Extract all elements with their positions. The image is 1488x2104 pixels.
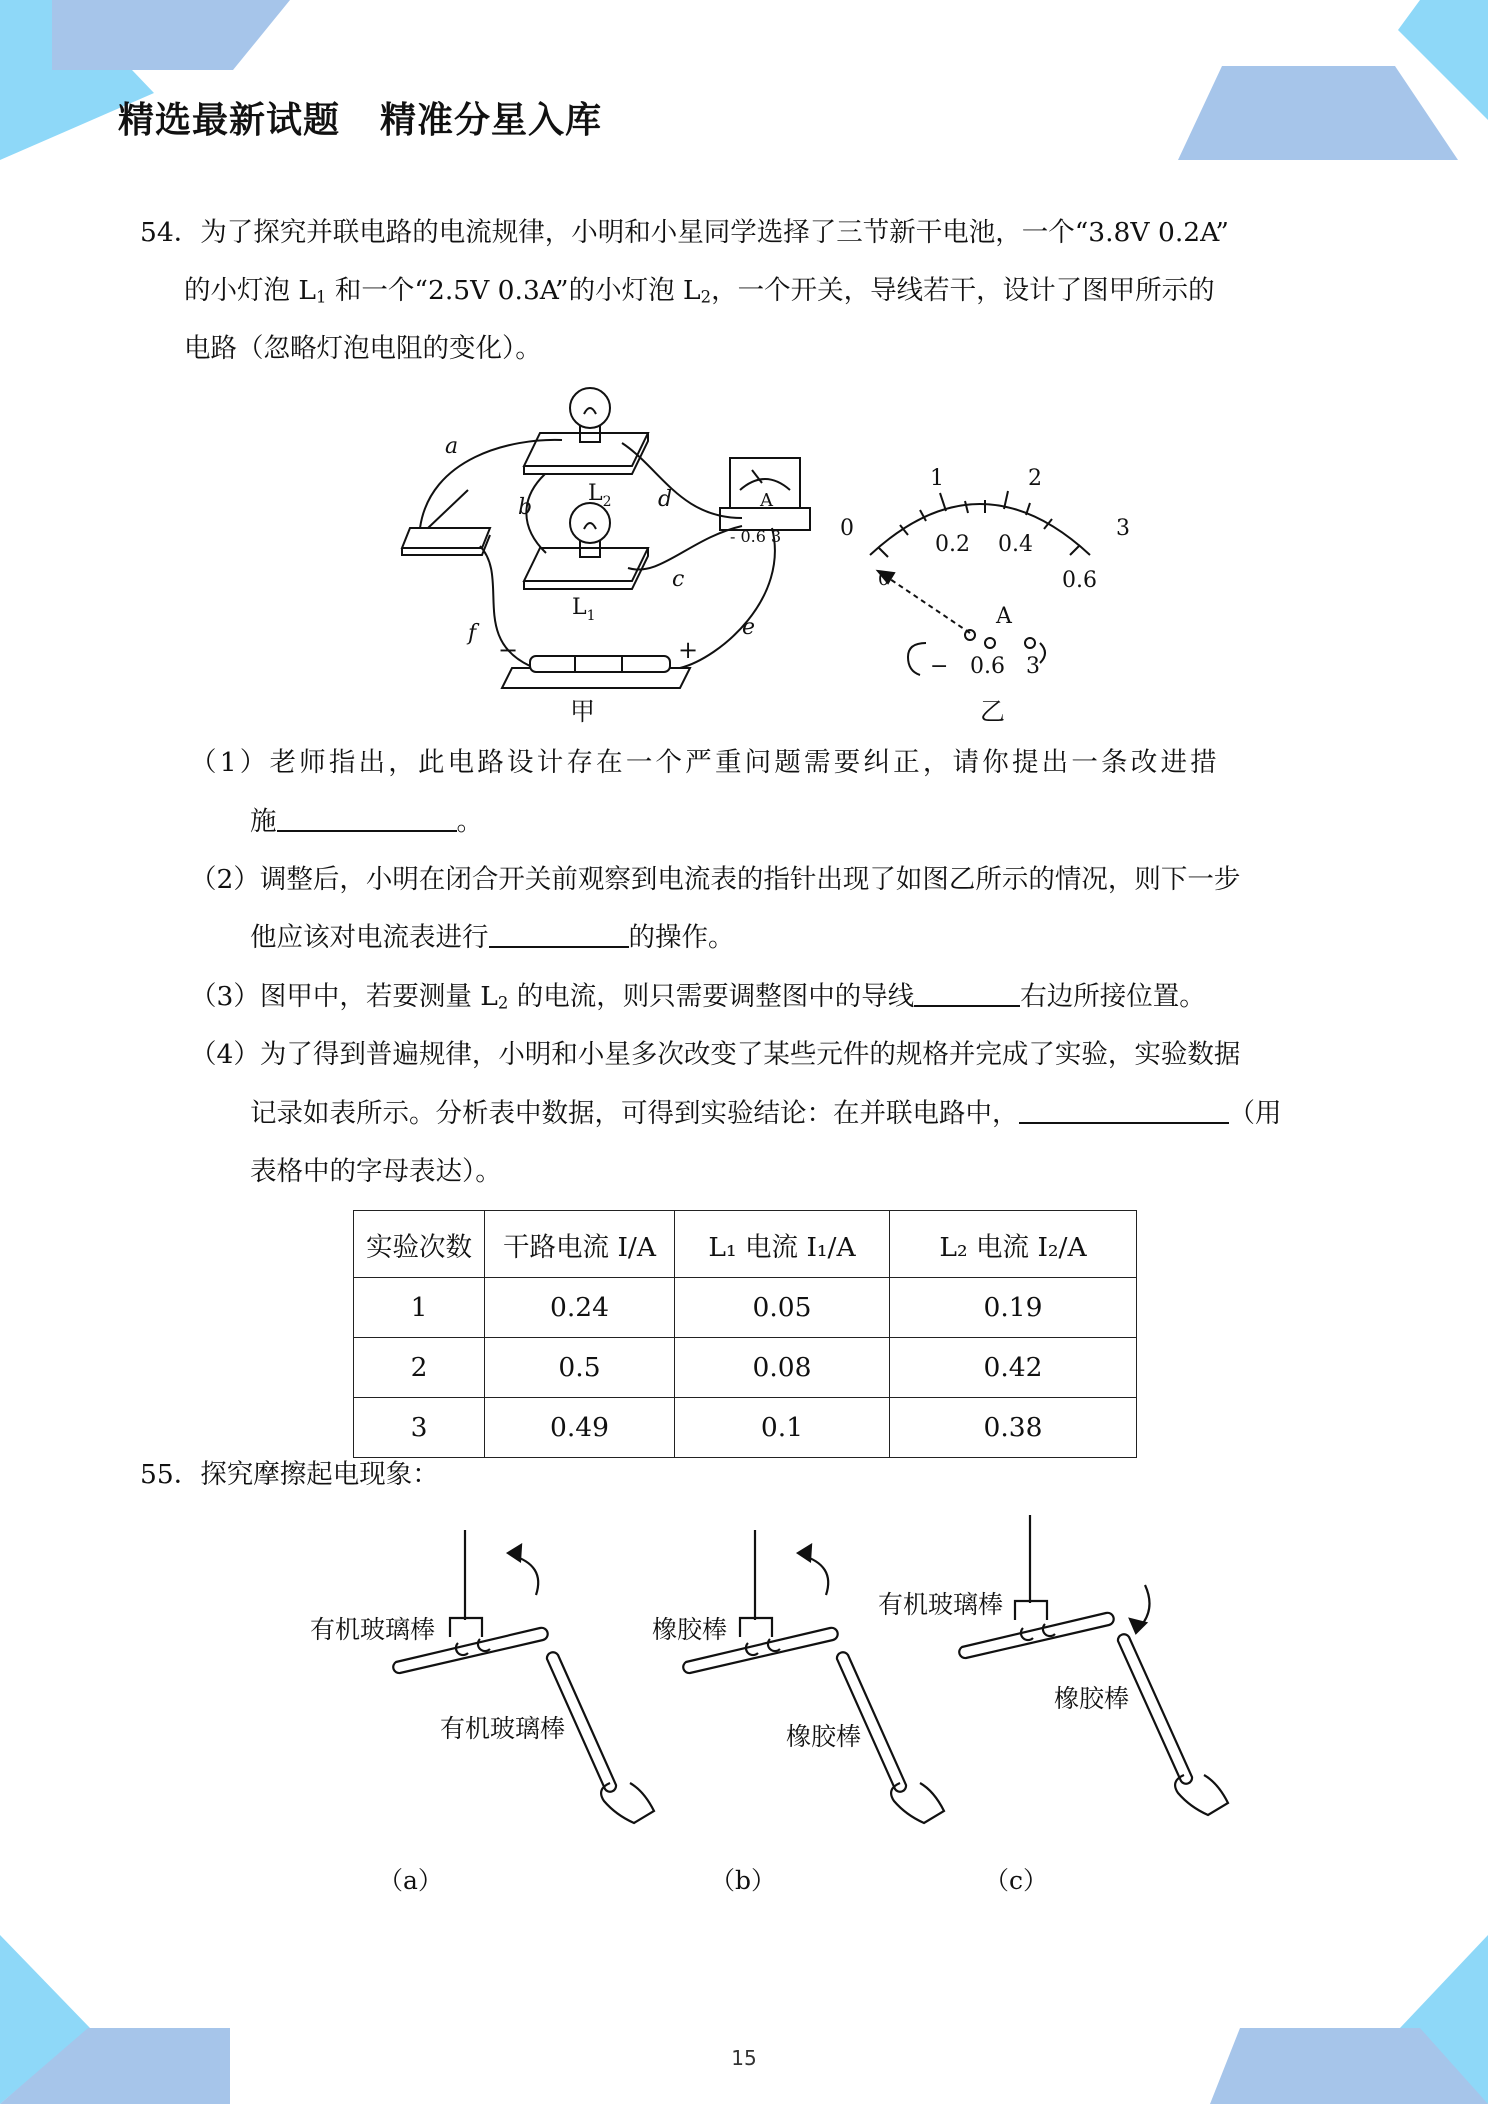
- q54-line3: 电路（忽略灯泡电阻的变化）。: [184, 333, 542, 364]
- figure-caption-yi: 乙: [980, 697, 1006, 726]
- q54-sub2-suffix: 的操作。: [628, 922, 735, 953]
- dial-top-0: 0: [840, 516, 854, 541]
- table-cell: 0.42: [890, 1338, 1137, 1398]
- label-a-held: 有机玻璃棒: [440, 1714, 566, 1743]
- table-cell: 0.05: [675, 1278, 890, 1338]
- table-cell: 2: [354, 1338, 485, 1398]
- table-header-cell: 干路电流 I/A: [485, 1211, 675, 1278]
- wire-label-a: a: [445, 434, 459, 459]
- table-cell: 0.49: [485, 1398, 675, 1458]
- table-cell: 0.08: [675, 1338, 890, 1398]
- table-header-cell: L₂ 电流 I₂/A: [890, 1211, 1137, 1278]
- caption-b: （b）: [710, 1866, 777, 1895]
- answer-blank-4[interactable]: [1019, 1096, 1229, 1124]
- label-c-held: 橡胶棒: [1054, 1684, 1130, 1713]
- table-cell: 0.24: [485, 1278, 675, 1338]
- table-cell: 3: [354, 1398, 485, 1458]
- header-title-left: 精选最新试题: [118, 100, 341, 141]
- q54-sub3-b: 的电流，则只需要调整图中的导线: [508, 981, 915, 1012]
- battery-minus: −: [498, 636, 519, 664]
- table-row: [354, 1338, 1137, 1398]
- table-row: [354, 1278, 1137, 1338]
- wire-label-e: e: [742, 615, 756, 640]
- battery-plus: +: [678, 636, 699, 664]
- answer-blank-1[interactable]: [277, 804, 457, 832]
- q54-sub3-sub: 2: [497, 993, 509, 1013]
- ammeter-letter: A: [760, 490, 773, 511]
- q54-sub1-line1: （1）老师指出，此电路设计存在一个严重问题需要纠正，请你提出一条改进措: [190, 747, 1220, 778]
- circuit-figure: [390, 378, 820, 728]
- q54-sub4-line3: 表格中的字母表达）。: [250, 1156, 502, 1187]
- data-table: [353, 1210, 1137, 1458]
- table-cell: 1: [354, 1278, 485, 1338]
- q54-sub1-line2: [250, 793, 483, 851]
- q54-line2-sub1: 1: [316, 287, 327, 307]
- dial-top-2: 2: [1028, 466, 1042, 491]
- header-title-right: 精准分星入库: [380, 100, 603, 141]
- q55-title: 55．探究摩擦起电现象：: [140, 1459, 439, 1490]
- label-b-held: 橡胶棒: [786, 1722, 862, 1751]
- q54-sub4-prefix: 记录如表所示。分析表中数据，可得到实验结论：在并联电路中，: [250, 1098, 1019, 1129]
- page-number: 15: [731, 2046, 757, 2070]
- dial-zero-small: 0: [878, 569, 890, 590]
- q54-sub4-suffix: （用: [1228, 1098, 1282, 1129]
- wire-label-d: d: [658, 487, 673, 512]
- table-cell: 0.5: [485, 1338, 675, 1398]
- bulb-label-l2: $L_2$: [588, 481, 612, 510]
- q54-sub2-prefix: 他应该对电流表进行: [250, 922, 489, 953]
- dial-bottom-02: 0.2: [935, 532, 970, 557]
- table-row: [354, 1398, 1137, 1458]
- bulb-label-l1: $L_1$: [572, 595, 596, 624]
- table-cell: 0.19: [890, 1278, 1137, 1338]
- q54-sub4-line1: （4）为了得到普遍规律，小明和小星多次改变了某些元件的规格并完成了实验，实验数据: [190, 1039, 1241, 1070]
- table-cell: 0.1: [675, 1398, 890, 1458]
- q54-sub2-line2: [250, 909, 735, 967]
- dial-terminal-minus: −: [930, 654, 949, 679]
- label-c-hanging: 有机玻璃棒: [878, 1590, 1004, 1619]
- answer-blank-2[interactable]: [489, 920, 629, 948]
- dial-terminal-3: 3: [1026, 654, 1040, 679]
- q54-sub3-c: 右边所接位置。: [1020, 981, 1206, 1012]
- table-cell: 0.38: [890, 1398, 1137, 1458]
- q54-sub2-line1: （2）调整后，小明在闭合开关前观察到电流表的指针出现了如图乙所示的情况，则下一步: [190, 864, 1241, 895]
- wire-label-c: c: [672, 567, 685, 592]
- q54-sub3-a: （3）图甲中，若要测量 L: [190, 981, 498, 1012]
- label-b-hanging: 橡胶棒: [652, 1615, 728, 1644]
- q54-sub1-prefix: 施: [250, 806, 277, 837]
- q54-sub1-suffix: 。: [456, 806, 483, 837]
- ammeter-terminals: - 0.6 3: [730, 527, 782, 546]
- wire-label-f: f: [468, 621, 477, 646]
- friction-figure: [300, 1515, 1240, 1915]
- q54-line2-a: 的小灯泡 L: [184, 275, 317, 306]
- q54-line2-b: 和一个“2.5V 0.3A”的小灯泡 L: [326, 275, 701, 306]
- table-header-cell: L₁ 电流 I₁/A: [675, 1211, 890, 1278]
- dial-letter-a: A: [996, 604, 1012, 629]
- q54-sub4-line2: [250, 1085, 1282, 1143]
- dial-bottom-04: 0.4: [998, 532, 1033, 557]
- figure-caption-jia: 甲: [570, 697, 596, 726]
- q54-line2-c: ，一个开关，导线若干，设计了图甲所示的: [711, 275, 1215, 306]
- table-header-cell: 实验次数: [354, 1211, 485, 1278]
- wire-label-b: b: [518, 495, 533, 520]
- q54-line1: 54．为了探究并联电路的电流规律，小明和小星同学选择了三节新干电池，一个“3.8V 0.2A”: [140, 217, 1229, 248]
- label-a-hanging: 有机玻璃棒: [310, 1615, 436, 1644]
- dial-bottom-06: 0.6: [1062, 568, 1097, 593]
- caption-a: （a）: [378, 1866, 443, 1895]
- dial-top-1: 1: [930, 466, 944, 491]
- q54-sub3: [190, 968, 1206, 1032]
- table-header-row: [354, 1211, 1137, 1278]
- caption-c: （c）: [984, 1866, 1049, 1895]
- q54-line2: [184, 262, 1215, 326]
- dial-top-3: 3: [1116, 516, 1130, 541]
- header-title: [118, 92, 602, 143]
- answer-blank-3[interactable]: [914, 979, 1020, 1007]
- q54-line2-sub2: 2: [700, 287, 712, 307]
- dial-terminal-06: 0.6: [970, 654, 1005, 679]
